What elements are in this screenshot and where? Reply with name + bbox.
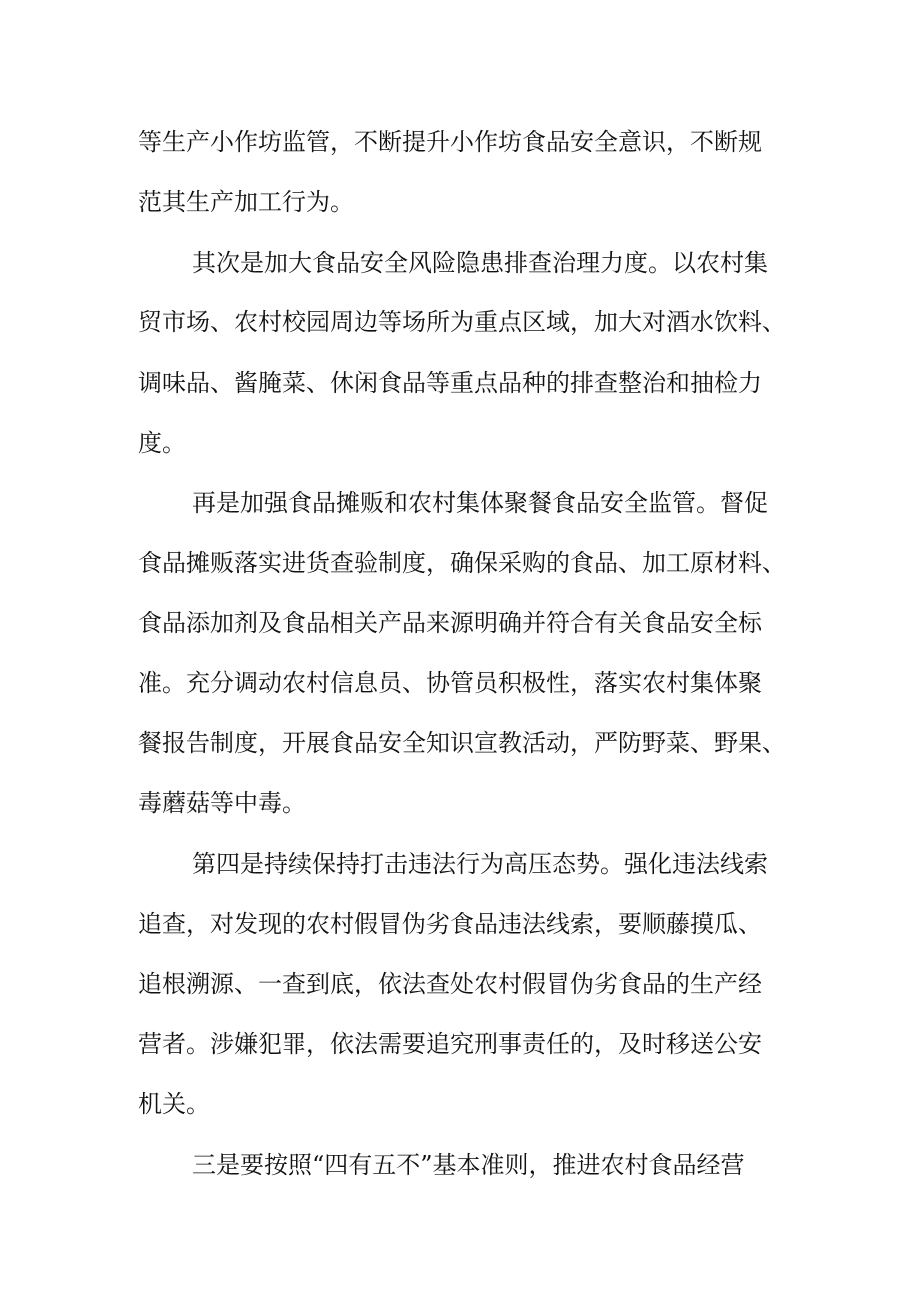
paragraph-3-line-5: 餐报告制度，开展食品安全知识宣教活动，严防野菜、野果、 xyxy=(138,729,786,757)
paragraph-4-line-1: 第四是持续保持打击违法行为高压态势。强化违法线索 xyxy=(192,850,768,878)
paragraph-5-line-1: 三是要按照“四有五不”基本准则，推进农村食品经营 xyxy=(192,1151,745,1179)
paragraph-4-line-4: 营者。涉嫌犯罪，依法需要追究刑事责任的，及时移送公安 xyxy=(138,1030,762,1058)
paragraph-4-line-5: 机关。 xyxy=(138,1090,210,1118)
paragraph-1-line-2: 范其生产加工行为。 xyxy=(138,188,354,216)
paragraph-2-line-3: 调味品、酱腌菜、休闲食品等重点品种的排查整治和抽检力 xyxy=(138,369,762,397)
paragraph-2-line-1: 其次是加大食品安全风险隐患排查治理力度。以农村集 xyxy=(192,249,768,277)
paragraph-3-line-1: 再是加强食品摊贩和农村集体聚餐食品安全监管。督促 xyxy=(192,489,768,517)
paragraph-3-line-3: 食品添加剂及食品相关产品来源明确并符合有关食品安全标 xyxy=(138,609,762,637)
paragraph-4-line-2: 追查，对发现的农村假冒伪劣食品违法线索，要顺藤摸瓜、 xyxy=(138,910,762,938)
paragraph-2-line-4: 度。 xyxy=(138,429,186,457)
paragraph-3-line-6: 毒蘑菇等中毒。 xyxy=(138,789,306,817)
paragraph-1-line-1: 等生产小作坊监管，不断提升小作坊食品安全意识，不断规 xyxy=(138,128,762,156)
paragraph-3-line-2: 食品摊贩落实进货查验制度，确保采购的食品、加工原材料、 xyxy=(138,549,786,577)
paragraph-4-line-3: 追根溯源、一查到底，依法查处农村假冒伪劣食品的生产经 xyxy=(138,970,762,998)
paragraph-2-line-2: 贸市场、农村校园周边等场所为重点区域，加大对酒水饮料、 xyxy=(138,308,786,336)
paragraph-3-line-4: 准。充分调动农村信息员、协管员积极性，落实农村集体聚 xyxy=(138,669,762,697)
